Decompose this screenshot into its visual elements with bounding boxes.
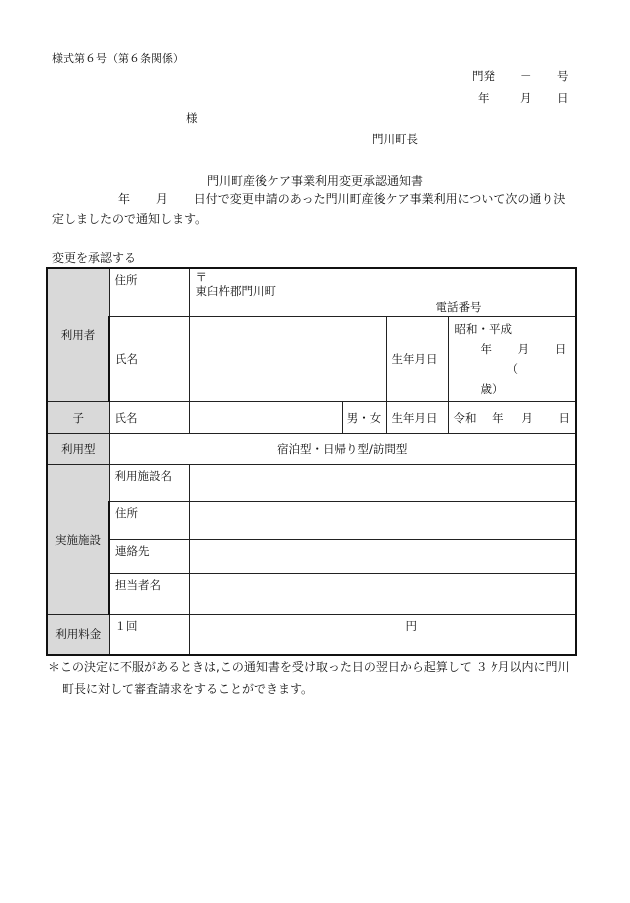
name-field[interactable] xyxy=(189,317,386,402)
fee-header: 利用料金 xyxy=(47,615,109,655)
child-header: 子 xyxy=(47,402,109,434)
child-dob-field[interactable] xyxy=(448,402,576,434)
approved-label: 変更を承認する xyxy=(52,251,137,265)
doc-number-suffix: 号 xyxy=(557,69,569,83)
facility-contact-row xyxy=(47,540,576,574)
address-value: 東臼杵郡門川町 xyxy=(195,284,276,298)
facility-person-row xyxy=(47,574,576,615)
facility-address-field[interactable] xyxy=(189,502,576,540)
issue-day: 日 xyxy=(557,91,569,105)
dob-day: 日 xyxy=(554,342,567,356)
child-name-field[interactable] xyxy=(189,402,342,434)
facility-contact-field[interactable] xyxy=(189,540,576,574)
age-close: 歳） xyxy=(480,382,504,396)
body-line-1 xyxy=(52,190,565,207)
name-label: 氏名 xyxy=(109,317,189,402)
note-line-2: 町長に対して審査請求をすることができます。 xyxy=(62,682,314,696)
user-header: 利用者 xyxy=(47,268,109,402)
dob-year: 年 xyxy=(480,342,492,356)
child-sex-options[interactable]: 男・女 xyxy=(342,402,386,434)
form-number: 様式第６号（第６条関係） xyxy=(52,52,184,65)
doc-number-dash: － xyxy=(520,69,532,83)
dob-label: 生年月日 xyxy=(386,317,448,402)
type-options[interactable]: 宿泊型・日帰り型/訪問型 xyxy=(109,434,576,465)
issuer: 門川町長 xyxy=(372,132,418,146)
facility-contact-label: 連絡先 xyxy=(109,540,189,574)
issue-year: 年 xyxy=(478,91,490,105)
document-title: 門川町産後ケア事業利用変更承認通知書 xyxy=(206,174,423,188)
fee-row xyxy=(47,615,576,655)
user-name-row xyxy=(47,317,576,402)
doc-number-prefix: 門発 xyxy=(472,69,495,83)
recipient-suffix: 様 xyxy=(186,111,198,125)
child-year: 年 xyxy=(492,410,504,425)
body-month: 月 xyxy=(155,192,168,206)
dob-field[interactable] xyxy=(448,317,576,402)
address-label: 住所 xyxy=(109,268,189,317)
phone-label: 電話番号 xyxy=(435,300,482,314)
dob-month: 月 xyxy=(517,342,530,356)
child-dob-label: 生年月日 xyxy=(386,402,448,434)
child-row xyxy=(47,402,576,434)
dob-ymd xyxy=(455,339,570,359)
facility-person-label: 担当者名 xyxy=(109,574,189,615)
type-header: 利用型 xyxy=(47,434,109,465)
issue-month: 月 xyxy=(520,91,532,105)
child-era: 令和 xyxy=(453,410,477,425)
fee-per: １回 xyxy=(109,615,189,655)
facility-header: 実施施設 xyxy=(47,465,109,615)
facility-address-label: 住所 xyxy=(109,502,189,540)
address-cell[interactable] xyxy=(189,268,576,317)
fee-field[interactable] xyxy=(189,615,576,655)
child-day: 日 xyxy=(558,410,570,425)
postal-mark: 〒 xyxy=(195,270,207,284)
child-month: 月 xyxy=(521,410,533,425)
facility-name-row xyxy=(47,465,576,502)
age-open: （ xyxy=(506,362,518,376)
body-year: 年 xyxy=(118,192,131,206)
fee-unit: 円 xyxy=(405,619,417,633)
child-name-label: 氏名 xyxy=(109,402,189,434)
body-line-1-rest: 日付で変更申請のあった門川町産後ケア事業利用について次の通り決 xyxy=(193,192,566,206)
facility-name-field[interactable] xyxy=(189,465,576,502)
approval-form-table xyxy=(46,267,577,656)
age xyxy=(455,359,570,399)
type-row xyxy=(47,434,576,465)
era-options: 昭和・平成 xyxy=(454,322,512,336)
user-address-row xyxy=(47,268,576,317)
body-line-2: 定しましたので通知します。 xyxy=(52,212,208,226)
facility-address-row xyxy=(47,502,576,540)
facility-person-field[interactable] xyxy=(189,574,576,615)
facility-name-label: 利用施設名 xyxy=(109,465,189,502)
note-line-1: ＊この決定に不服があるときは,この通知書を受け取った日の翌日から起算して ３ ｹ月以内に門川 xyxy=(48,660,570,674)
